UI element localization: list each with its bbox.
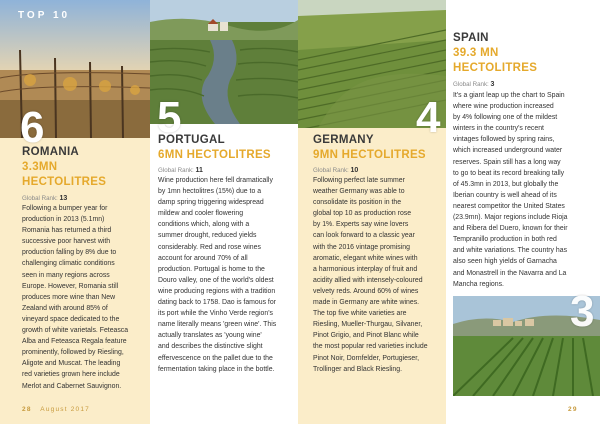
- body-line: Riesling, Mueller-Thurgau, Silvaner,: [313, 321, 423, 329]
- body-line: the most popular red varieties include: [313, 343, 428, 351]
- article-body: [313, 175, 446, 375]
- body-line: which increased underground water: [453, 147, 563, 155]
- body-line: Trollinger and Black Riesling.: [313, 365, 402, 373]
- body-line: and white variations. The country has: [453, 247, 568, 255]
- body-line: production in 2013 (5.1mn): [22, 216, 105, 224]
- body-line: to go to beat its record breaking tally: [453, 169, 565, 177]
- production-volume-unit: HECTOLITRES: [22, 176, 107, 188]
- body-line: and Monastrell in the Navarra and La: [453, 269, 567, 277]
- production-volume: 9MN HECTOLITRES: [313, 149, 426, 161]
- body-line: nearest competitor the United States: [453, 202, 565, 210]
- global-rank-value: 13: [59, 195, 68, 202]
- global-rank: [313, 167, 358, 174]
- global-rank-value: 3: [490, 81, 495, 88]
- body-line: seen in many regions across: [22, 271, 110, 279]
- body-line: Romania has returned a third: [22, 227, 112, 235]
- body-line: Tempranillo production in both red: [453, 236, 557, 244]
- rank-number: 5: [157, 93, 182, 142]
- global-rank: [453, 81, 494, 88]
- article-body: [22, 203, 150, 392]
- column-romania: [0, 0, 150, 424]
- production-volume: 6MN HECTOLITRES: [158, 149, 271, 161]
- body-line: with the 2016 vintage promising: [313, 243, 410, 251]
- country-name: SPAIN: [453, 32, 489, 44]
- body-line: vineyard space dedicated to the: [22, 315, 120, 323]
- global-rank-label: Global Rank:: [313, 167, 349, 174]
- country-name: GERMANY: [313, 134, 374, 146]
- body-line: by 1%. Experts say wine lovers: [313, 221, 409, 229]
- body-line: acidity allied with intensely-coloured: [313, 276, 423, 284]
- page-number-right: 29: [568, 406, 578, 413]
- global-rank-value: 11: [195, 167, 203, 174]
- body-line: made in Germany are white wines.: [313, 299, 420, 307]
- body-line: Pinot Noir, Dornfelder, Portugieser,: [313, 354, 420, 362]
- body-line: Merlot and Cabernet Sauvignon.: [22, 382, 122, 390]
- production-volume-unit: HECTOLITRES: [453, 62, 538, 74]
- body-line: prominently, followed by Riesling,: [22, 349, 124, 357]
- body-line: Europe. However, Romania still: [22, 282, 119, 290]
- body-line: It's a giant leap up the chart to Spain: [453, 92, 565, 99]
- article-body: [453, 90, 600, 290]
- body-line: production. Portugal is home to the: [158, 265, 265, 273]
- body-line: Pinot Grigio, and Pinot Blanc while: [313, 332, 419, 340]
- global-rank-label: Global Rank:: [22, 195, 58, 202]
- body-line: aromatic, elegant white wines with: [313, 254, 418, 262]
- article-body: [158, 175, 298, 375]
- page-number-left: 28: [22, 406, 32, 413]
- body-line: dating back to 1758. Dao is famous for: [158, 299, 276, 307]
- body-line: Alba and Feteasca Regala feature: [22, 338, 127, 346]
- body-line: Douro valley, one of the world's oldest: [158, 276, 274, 284]
- global-rank-label: Global Rank:: [453, 81, 489, 88]
- section-header-top10: TOP 10: [18, 10, 71, 21]
- body-line: Iberian country is well ahead of its: [453, 191, 557, 199]
- global-rank-label: Global Rank:: [158, 167, 194, 174]
- body-line: reserves. Spain still has a long way: [453, 158, 561, 166]
- body-line: of 45.3mn in 2013, but globally the: [453, 180, 559, 188]
- body-line: damp spring triggering widespread: [158, 199, 264, 207]
- body-line: Aligote and Muscat. The leading: [22, 360, 121, 368]
- issue-date: August 2017: [40, 406, 90, 413]
- global-rank: [22, 195, 67, 202]
- body-line: The top five white varieties are: [313, 310, 407, 318]
- body-line: wine producing regions with a tradition: [158, 287, 276, 295]
- body-line: consolidate its position in the: [313, 199, 402, 207]
- body-line: a harmonious interplay of fruit and: [313, 265, 418, 273]
- body-line: and describes the distinctive slight: [158, 343, 263, 351]
- country-name: ROMANIA: [22, 146, 80, 158]
- body-line: account for around 70% of all: [158, 254, 248, 262]
- production-volume: 39.3 MN: [453, 47, 499, 59]
- body-line: Mancha regions.: [453, 280, 504, 288]
- body-line: production falling by 8% due to: [22, 249, 117, 257]
- column-spain: [446, 0, 600, 424]
- body-line: its port while the Vinho Verde region's: [158, 310, 273, 318]
- body-line: name literally means 'green wine'. This: [158, 321, 277, 329]
- body-line: weather Germany was able to: [313, 188, 405, 196]
- column-germany: [298, 0, 446, 424]
- country-name: PORTUGAL: [158, 134, 225, 146]
- global-rank: [158, 167, 203, 174]
- body-line: challenging climatic conditions: [22, 260, 115, 268]
- body-line: winters in the country's recent: [453, 125, 544, 133]
- body-line: produces more wine than New: [22, 293, 116, 301]
- body-line: Following a bumper year for: [22, 205, 108, 212]
- body-line: Wine production here fell dramatically: [158, 177, 273, 184]
- rank-number: 3: [570, 287, 595, 336]
- body-line: considerably. Red and rose wines: [158, 243, 261, 251]
- rank-number: 6: [20, 103, 45, 152]
- body-line: can look forward to a classic year: [313, 232, 415, 240]
- body-line: velvety reds. Around 60% of wines: [313, 287, 419, 295]
- body-line: successive poor harvest with: [22, 238, 111, 246]
- footer-left: [22, 406, 90, 413]
- body-line: conditions which, along with a: [158, 221, 250, 229]
- body-line: red varieties grown here include: [22, 371, 120, 379]
- column-portugal: [150, 0, 298, 424]
- body-line: Following perfect late summer: [313, 177, 405, 184]
- body-line: growth of white varietals. Feteasca: [22, 327, 129, 335]
- body-line: actually translates as 'young wine': [158, 332, 262, 340]
- body-line: where wine production increased: [453, 103, 554, 111]
- body-line: vintages followed by spring rains,: [453, 136, 555, 144]
- body-line: and Ribera del Duero, known for their: [453, 225, 568, 233]
- rank-number: 4: [416, 93, 441, 142]
- body-line: by 4% following one of the mildest: [453, 114, 558, 122]
- body-line: also seen high yields of Garnacha: [453, 258, 557, 266]
- body-line: mildew and cooler flowering: [158, 210, 244, 218]
- body-line: Zealand with around 85% of: [22, 304, 108, 312]
- body-line: fermentation taking place in the bottle.: [158, 365, 275, 373]
- body-line: global top 10 as production rose: [313, 210, 412, 218]
- global-rank-value: 10: [350, 167, 359, 174]
- production-volume: 3.3MN: [22, 161, 58, 173]
- body-line: by 1mn hectolitres (15%) due to a: [158, 188, 262, 196]
- body-line: effervescence on the pallet due to the: [158, 354, 273, 362]
- body-line: (23.9mn). Major regions include Rioja: [453, 214, 568, 222]
- body-line: summer drought, reduced yields: [158, 232, 257, 240]
